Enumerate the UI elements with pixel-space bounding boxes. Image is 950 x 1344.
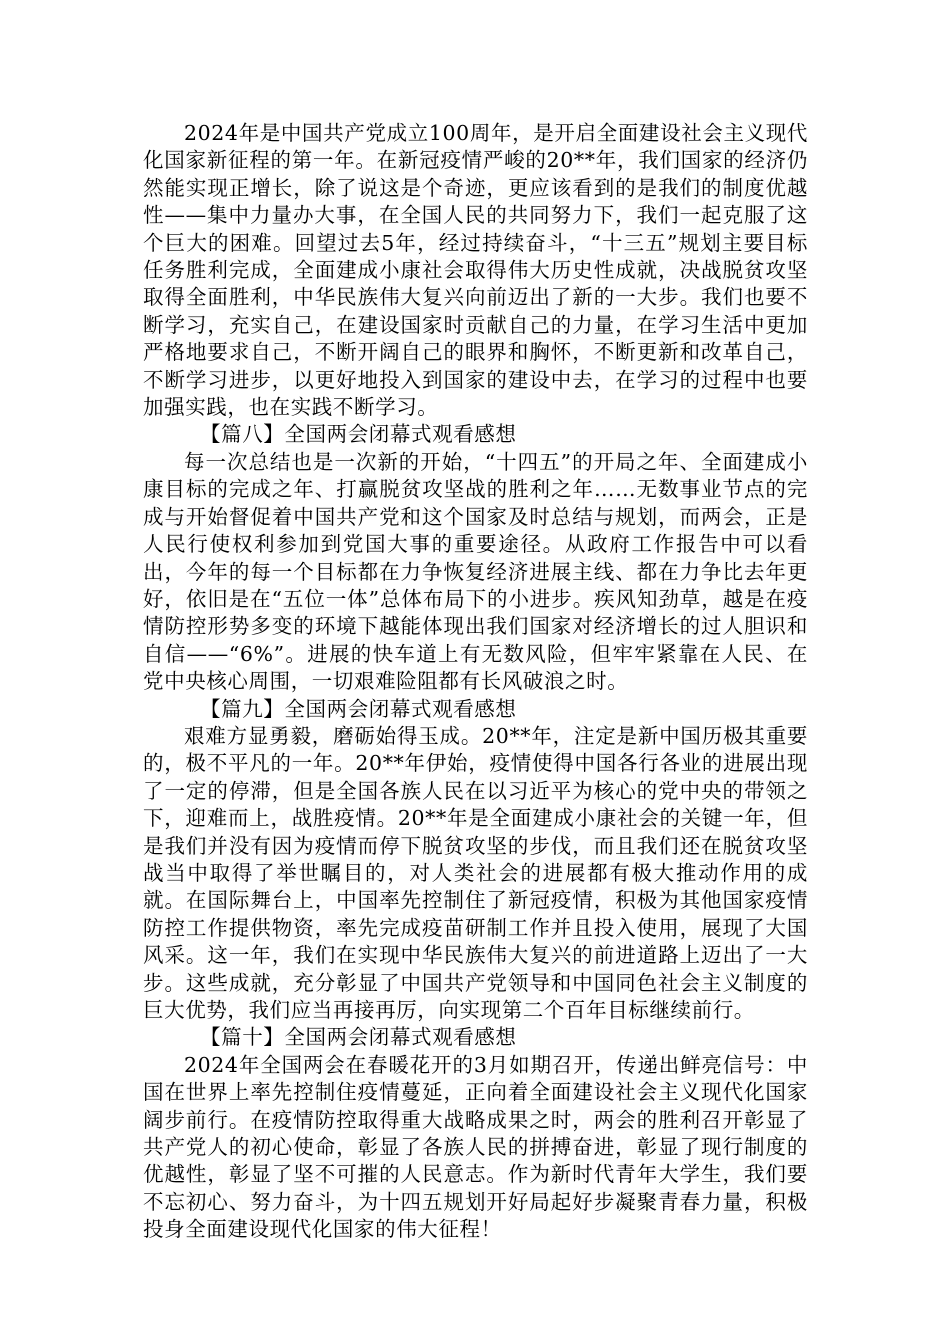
section-10-heading: 【篇十】全国两会闭幕式观看感想 — [200, 1025, 517, 1050]
section-9-paragraph: 艰难方显勇毅，磨砺始得玉成。20**年，注定是新中国历极其重要的，极不平凡的一年。20**年伊始，疫情使得中国各行各业的进展出现了一定的停滞，但是全国各族人民在以习近平为核心的党中央的带领之下，迎难而上，战胜疫情。20**年是全面建成小康社会的关键一年，但是我们并没有因为疫情而停下脱贫攻坚的步伐，而且我们还在脱贫攻坚战当中取得了举世瞩目的，对人类社会的进展都有极大推动作用的成就。在国际舞台上，中国率先控制住了新冠疫情，积极为其他国家疫情防控工作提供物资，率先完成疫苗研制工作并且投入使用，展现了大国风采。这一年，我们在实现中华民族伟大复兴的前进道路上迈出了一大步。这些成就，充分彰显了中国共产党领导和中国同色社会主义制度的巨大优势，我们应当再接再厉，向实现第二个百年目标继续前行。 — [143, 723, 808, 1022]
section-8-paragraph: 每一次总结也是一次新的开始，“十四五”的开局之年、全面建成小康目标的完成之年、打赢脱贫攻坚战的胜利之年……无数事业节点的完成与开始督促着中国共产党和这个国家及时总结与规划，而两会，正是人民行使权利参加到党国大事的重要途径。从政府工作报告中可以看出，今年的每一个目标都在力争恢复经济进展主线、都在力争比去年更好，依旧是在“五位一体”总体布局下的小进步。疾风知劲草，越是在疫情防控形势多变的环境下越能体现出我们国家对经济增长的过人胆识和自信——“6%”。进展的快车道上有无数风险，但牢牢紧靠在人民、在党中央核心周围，一切艰难险阻都有长风破浪之时。 — [143, 449, 808, 694]
intro-paragraph: 2024年是中国共产党成立100周年，是开启全面建设社会主义现代化国家新征程的第一年。在新冠疫情严峻的20**年，我们国家的经济仍然能实现正增长，除了说这是个奇迹，更应该看到的是我们的制度优越性——集中力量办大事，在全国人民的共同努力下，我们一起克服了这个巨大的困难。回望过去5年，经过持续奋斗，“十三五”规划主要目标任务胜利完成，全面建成小康社会取得伟大历史性成就，决战脱贫攻坚取得全面胜利，中华民族伟大复兴向前迈出了新的一大步。我们也要不断学习，充实自己，在建设国家时贡献自己的力量，在学习生活中更加严格地要求自己，不断开阔自己的眼界和胸怀，不断更新和改革自己，不断学习进步，以更好地投入到国家的建设中去，在学习的过程中也要加强实践，也在实践不断学习。 — [143, 121, 808, 420]
document-body — [143, 120, 808, 1244]
section-10-paragraph: 2024年全国两会在春暖花开的3月如期召开，传递出鲜亮信号：中国在世界上率先控制住疫情蔓延，正向着全面建设社会主义现代化国家阔步前行。在疫情防控取得重大战略成果之时，两会的胜利召开彰显了共产党人的初心使命，彰显了各族人民的拼搏奋进，彰显了现行制度的优越性，彰显了坚不可摧的人民意志。作为新时代青年大学生，我们要不忘初心、努力奋斗，为十四五规划开好局起好步凝聚青春力量，积极投身全面建设现代化国家的伟大征程！ — [143, 1052, 808, 1242]
section-8-heading: 【篇八】全国两会闭幕式观看感想 — [200, 422, 517, 447]
section-9-heading: 【篇九】全国两会闭幕式观看感想 — [200, 696, 517, 721]
